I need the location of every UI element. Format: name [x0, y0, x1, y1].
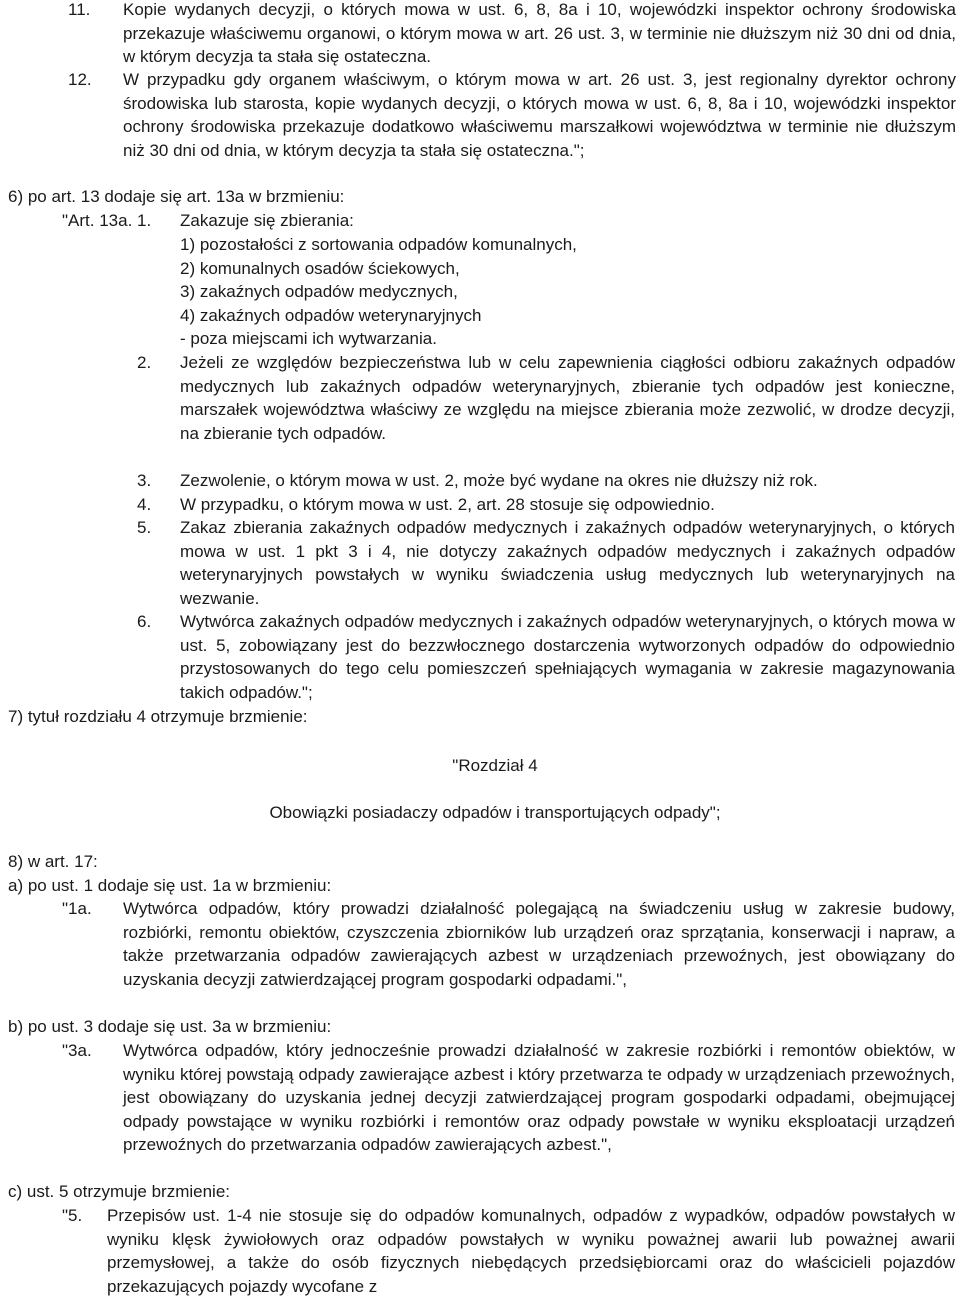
ust-text: Wytwórca odpadów, który prowadzi działalność polegającą na świadczeniu usług w zakresie budowy, rozbiórki, remontu obiektów, czyszczenia zbiorników lub urządzeń oraz sprzątania, konserwacji i napraw, a także przetwarzania odpadów zawierających azbest w urządzeniach przewoźnych, jest obowiązany do uzyskania decyzji zatwierdzającej program gospodarki odpadami.", [123, 899, 955, 989]
ust-number: 2. [137, 353, 152, 372]
item-number: 11. [68, 0, 91, 19]
list-item: 1) pozostałości z sortowania odpadów komunalnych, [180, 235, 577, 254]
article-13a-ust-3 [137, 469, 955, 493]
list-tail: - poza miejscami ich wytwarzania. [180, 329, 437, 349]
ust-number: 4. [137, 495, 152, 514]
point-8b-line: b) po ust. 3 dodaje się ust. 3a w brzmieniu: [8, 1017, 332, 1036]
ust-number: "3a. [62, 1041, 92, 1060]
item-text: W przypadku gdy organem właściwym, o którym mowa w art. 26 ust. 3, jest regionalny dyrektor ochrony środowiska lub starosta, kopie wydanych decyzji, o których mowa w ust. 6, 8, 8a i 10, wojewódzki inspektor ochrony środowiska przekazuje dodatkowo właściwemu marszałkowi województwa w terminie nie dłuższym niż 30 dni od dnia, w którym decyzja ta stała się ostateczna."; [123, 70, 956, 160]
ust-number: 3. [137, 471, 152, 490]
ust-text: Zakaz zbierania zakaźnych odpadów medycznych i zakaźnych odpadów weterynaryjnych, o których mowa w ust. 1 pkt 3 i 4, nie dotyczy zakaźnych odpadów medycznych i zakaźnych odpadów weterynaryjnych powstałych w wyniku świadczenia usług medycznych lub weterynaryjnych na wezwanie. [180, 518, 955, 608]
article-13a-ust-4 [137, 493, 955, 517]
point-6-line: 6) po art. 13 dodaje się art. 13a w brzmieniu: [8, 187, 345, 206]
list-item: 2) komunalnych osadów ściekowych, [180, 258, 460, 278]
ust-3a [62, 1039, 955, 1157]
chapter-number: "Rozdział 4 [452, 756, 538, 775]
article-13a-intro: Zakazuje się zbierania: [180, 211, 354, 230]
ust-text: Wytwórca odpadów, który jednocześnie prowadzi działalność w zakresie rozbiórki i remontów obiektów, w wyniku której powstają odpady zawierające azbest i który przetwarza te odpady w urządzeniach przewoźnych, jest obowiązany do uzyskania jednej decyzji zatwierdzającej program gospodarki odpadami, obejmującej odpady powstające w wyniku rozbiórki i remontów oraz odpady powstałe w wyniku eksploatacji urządzeń przewoźnych do przetwarzania odpadów zawierających azbest.", [123, 1041, 955, 1155]
ust-text: Zezwolenie, o którym mowa w ust. 2, może być wydane na okres nie dłuższy niż rok. [180, 471, 818, 490]
ust-text: Jeżeli ze względów bezpieczeństwa lub w celu zapewnienia ciągłości odbioru zakaźnych odpadów medycznych lub zakaźnych odpadów weterynaryjnych, zbieranie tych odpadów jest konieczne, marszałek województwa właściwy ze względu na miejsce zbierania może zezwolić, w drodze decyzji, na zbieranie tych odpadów. [180, 353, 955, 443]
list-item: 4) zakaźnych odpadów weterynaryjnych [180, 305, 482, 325]
ust-1a [62, 897, 955, 991]
item-number: 12. [68, 70, 92, 89]
article-13a-ust-5 [137, 516, 955, 610]
item-12 [68, 68, 956, 162]
ust-number: 5. [137, 518, 152, 537]
article-13a-list [180, 233, 577, 351]
point-8c-line: c) ust. 5 otrzymuje brzmienie: [8, 1182, 231, 1201]
point-8-line: 8) w art. 17: [8, 852, 98, 871]
ust-number: "1a. [62, 899, 92, 918]
ust-text: Przepisów ust. 1-4 nie stosuje się do odpadów komunalnych, odpadów z wypadków, odpadów powstałych w wyniku klęsk żywiołowych oraz odpadów powstałych w wyniku poważnej awarii lub poważnej awarii przemysłowej, a także do osób fizycznych niebędących przedsiębiorcami oraz do właścicieli pojazdów przekazujących pojazdy wycofane z [107, 1206, 955, 1296]
ust-text: Wytwórca zakaźnych odpadów medycznych i zakaźnych odpadów weterynaryjnych, o których mowa w ust. 5, zobowiązany jest do bezzwłocznego dostarczenia wytworzonych odpadów do odpowiednio przystosowanych do tego celu pomieszczeń spełniających wymagania w zakresie magazynowania takich odpadów."; [180, 612, 955, 702]
ust-text: W przypadku, o którym mowa w ust. 2, art. 28 stosuje się odpowiednio. [180, 495, 715, 514]
article-13a-ust-6 [137, 610, 955, 704]
article-13a-ust-2 [137, 351, 955, 445]
point-7-line: 7) tytuł rozdziału 4 otrzymuje brzmienie: [8, 707, 308, 726]
point-8a-line: a) po ust. 1 dodaje się ust. 1a w brzmieniu: [8, 876, 332, 895]
ust-number: 6. [137, 612, 152, 631]
ust-5 [62, 1204, 955, 1298]
list-item: 3) zakaźnych odpadów medycznych, [180, 282, 458, 302]
chapter-title: Obowiązki posiadaczy odpadów i transportujących odpady"; [269, 803, 721, 822]
item-text: Kopie wydanych decyzji, o których mowa w ust. 6, 8, 8a i 10, wojewódzki inspektor ochrony środowiska przekazuje właściwemu organowi, o którym mowa w art. 26 ust. 3, w terminie nie dłuższym niż 30 dni od dnia, w którym decyzja ta stała się ostateczna. [123, 0, 956, 67]
ust-number: "5. [62, 1206, 83, 1225]
article-13a-label: "Art. 13a. 1. [62, 211, 152, 230]
item-11 [68, 0, 956, 69]
